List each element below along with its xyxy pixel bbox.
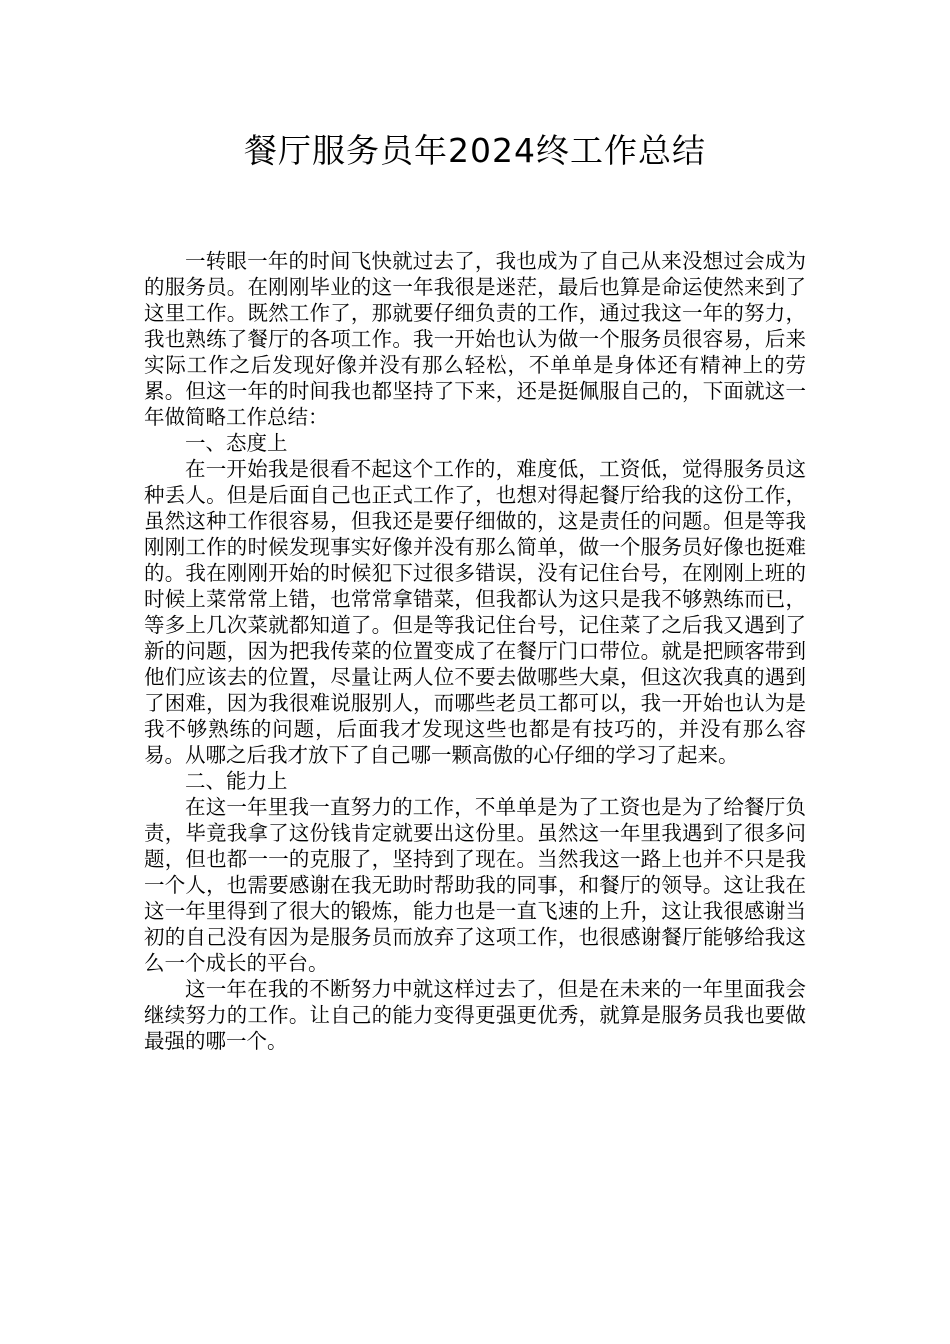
section-heading-ability: 二、能力上 (185, 769, 288, 793)
ability-paragraph: 在这一年里我一直努力的工作，不单单是为了工资也是为了给餐厅负责，毕竟我拿了这份钱肯定就要出这份里。虽然这一年里我遇到了很多问题，但也都一一的克服了，坚持到了现在。当然我这一路上也并不只是我一个人，也需要感谢在我无助时帮助我的同事，和餐厅的领导。这让我在这一年里得到了很大的锻炼，能力也是一直飞速的上升，这让我很感谢当初的自己没有因为是服务员而放弃了这项工作，也很感谢餐厅能够给我这么一个成长的平台。 (144, 795, 806, 975)
section-heading-attitude: 一、态度上 (185, 431, 288, 455)
document-body (144, 248, 806, 1054)
intro-paragraph: 一转眼一年的时间飞快就过去了，我也成为了自己从来没想过会成为的服务员。在刚刚毕业的这一年我很是迷茫，最后也算是命运使然来到了这里工作。既然工作了，那就要仔细负责的工作，通过我这一年的努力，我也熟练了餐厅的各项工作。我一开始也认为做一个服务员很容易，后来实际工作之后发现好像并没有那么轻松，不单单是身体还有精神上的劳累。但这一年的时间我也都坚持了下来，还是挺佩服自己的，下面就这一年做简略工作总结： (144, 249, 806, 429)
attitude-paragraph: 在一开始我是很看不起这个工作的，难度低，工资低，觉得服务员这种丢人。但是后面自己也正式工作了，也想对得起餐厅给我的这份工作，虽然这种工作很容易，但我还是要仔细做的，这是责任的问题。但是等我刚刚工作的时候发现事实好像并没有那么简单，做一个服务员好像也挺难的。我在刚刚开始的时候犯下过很多错误，没有记住台号，在刚刚上班的时候上菜常常上错，也常常拿错菜，但我都认为这只是我不够熟练而已，等多上几次菜就都知道了。但是等我记住台号，记住菜了之后我又遇到了新的问题，因为把我传菜的位置变成了在餐厅门口带位。就是把顾客带到他们应该去的位置，尽量让两人位不要去做哪些大桌，但这次我真的遇到了困难，因为我很难说服别人，而哪些老员工都可以，我一开始也认为是我不够熟练的问题，后面我才发现这些也都是有技巧的，并没有那么容易。从哪之后我才放下了自己哪一颗高傲的心仔细的学习了起来。 (144, 457, 806, 767)
document-title: 餐厅服务员年2024终工作总结 (244, 131, 706, 170)
conclusion-paragraph: 这一年在我的不断努力中就这样过去了，但是在未来的一年里面我会继续努力的工作。让自己的能力变得更强更优秀，就算是服务员我也要做最强的哪一个。 (144, 977, 806, 1053)
